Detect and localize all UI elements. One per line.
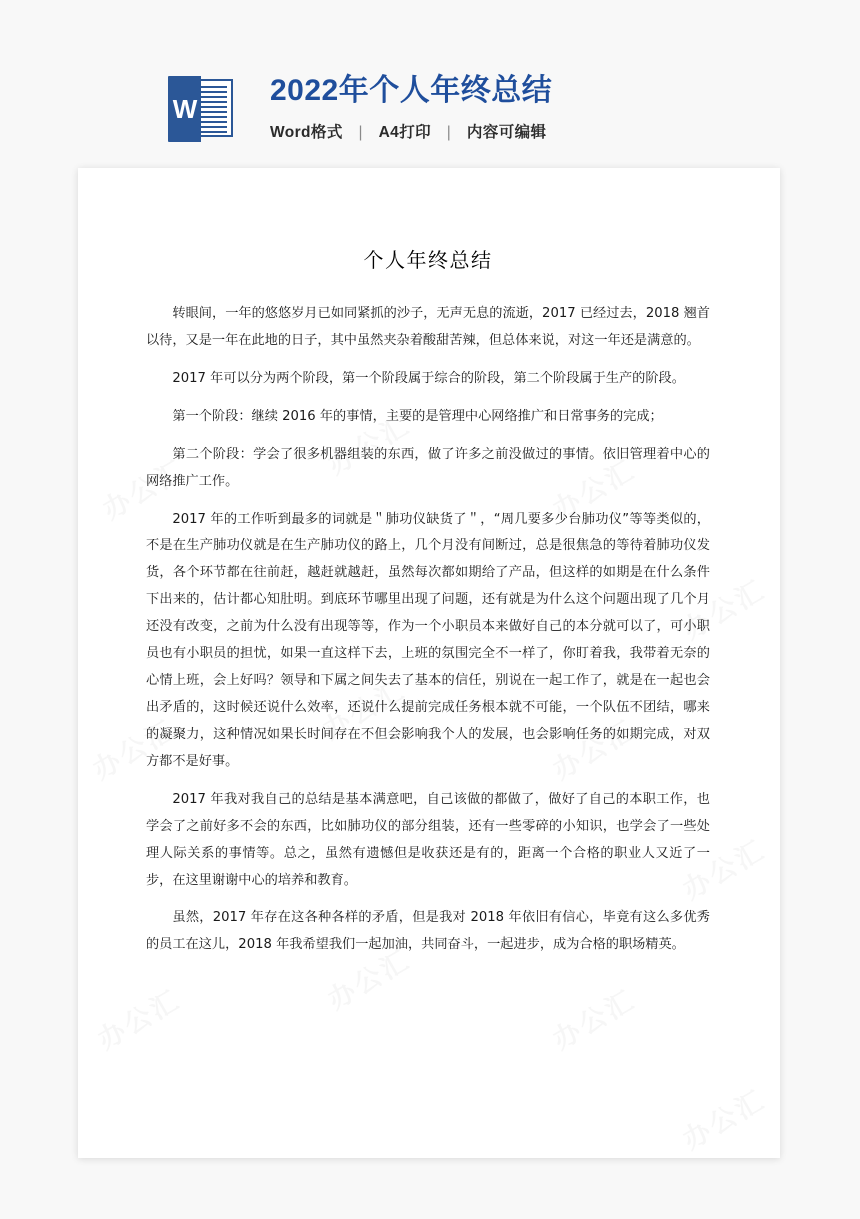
meta-print: A4打印 <box>378 123 432 141</box>
paragraph: 2017 年可以分为两个阶段，第一个阶段属于综合的阶段，第二个阶段属于生产的阶段。 <box>172 370 685 386</box>
paragraph: 第一个阶段：继续 2016 年的事情，主要的是管理中心网络推广和日常事务的完成； <box>172 408 663 424</box>
document-content <box>78 168 780 959</box>
document-page <box>78 168 780 1158</box>
meta-separator-2: | <box>446 123 452 141</box>
paragraph: 转眼间，一年的悠悠岁月已如同紧抓的沙子，无声无息的流逝，2017 已经过去，2018 翘首以待，又是一年在此地的日子，其中虽然夹杂着酸甜苦辣，但总体来说，对这一年还是满意的。 <box>146 306 710 348</box>
paragraph: 第二个阶段：学会了很多机器组装的东西，做了许多之前没做过的事情。依旧管理着中心的网络推广工作。 <box>146 446 710 489</box>
page-header <box>0 0 860 168</box>
paragraph: 2017 年的工作听到最多的词就是＂肺功仪缺货了＂，“周几要多少台肺功仪”等等类似的，不是在生产肺功仪就是在生产肺功仪的路上，几个月没有间断过，总是很焦急的等待着肺功仪发货，各个环节都在往前赶，越赶就越赶，虽然每次都如期给了产品，但这样的如期是在什么条件下出来的，估计都心知肚明。到底环节哪里出现了问题，还有就是为什么这个问题出现了几个月还没有改变，之前为什么没有出现等等，作为一个小职员本来做好自己的本分就可以了，可小职员也有小职员的担忧，如果一直这样下去，上班的氛围完全不一样了，你盯着我，我带着无奈的心情上班，会上好吗？领导和下属之间失去了基本的信任，别说在一起工作了，就是在一起也会出矛盾的，这时候还说什么效率，还说什么提前完成任务根本就不可能，一个队伍不团结，哪来的凝聚力，这种情况如果长时间存在不但会影响我个人的发展，也会影响任务的如期完成，对双方都不是好事。 <box>146 511 710 769</box>
header-meta-row <box>270 120 552 142</box>
document-title: 个人年终总结 <box>363 248 493 272</box>
header-text-block <box>270 71 552 142</box>
watermark-text <box>674 1078 771 1157</box>
paragraph: 虽然，2017 年存在这各种各样的矛盾，但是我对 2018 年依旧有信心，毕竟有这么多优秀的员工在这儿，2018 年我希望我们一起加油，共同奋斗，一起进步，成为合格的职场精英。 <box>146 910 710 953</box>
word-letter-badge: W <box>168 76 201 142</box>
watermark-text <box>544 978 641 1057</box>
page-title: 2022年个人年终总结 <box>270 73 553 107</box>
paragraph: 2017 年我对我自己的总结是基本满意吧，自己该做的都做了，做好了自己的本职工作，也学会了之前好多不会的东西，比如肺功仪的部分组装，还有一些零碎的小知识，也学会了一些处理人际关系的事情等。总之，虽然有遗憾但是收获还是有的，距离一个合格的职业人又近了一步，在这里谢谢中心的培养和教育。 <box>146 791 710 888</box>
watermark-text <box>89 978 186 1057</box>
meta-separator-1: | <box>358 123 363 141</box>
meta-editable: 内容可编辑 <box>466 123 547 141</box>
meta-format: Word格式 <box>270 123 343 141</box>
word-document-icon <box>168 76 236 142</box>
